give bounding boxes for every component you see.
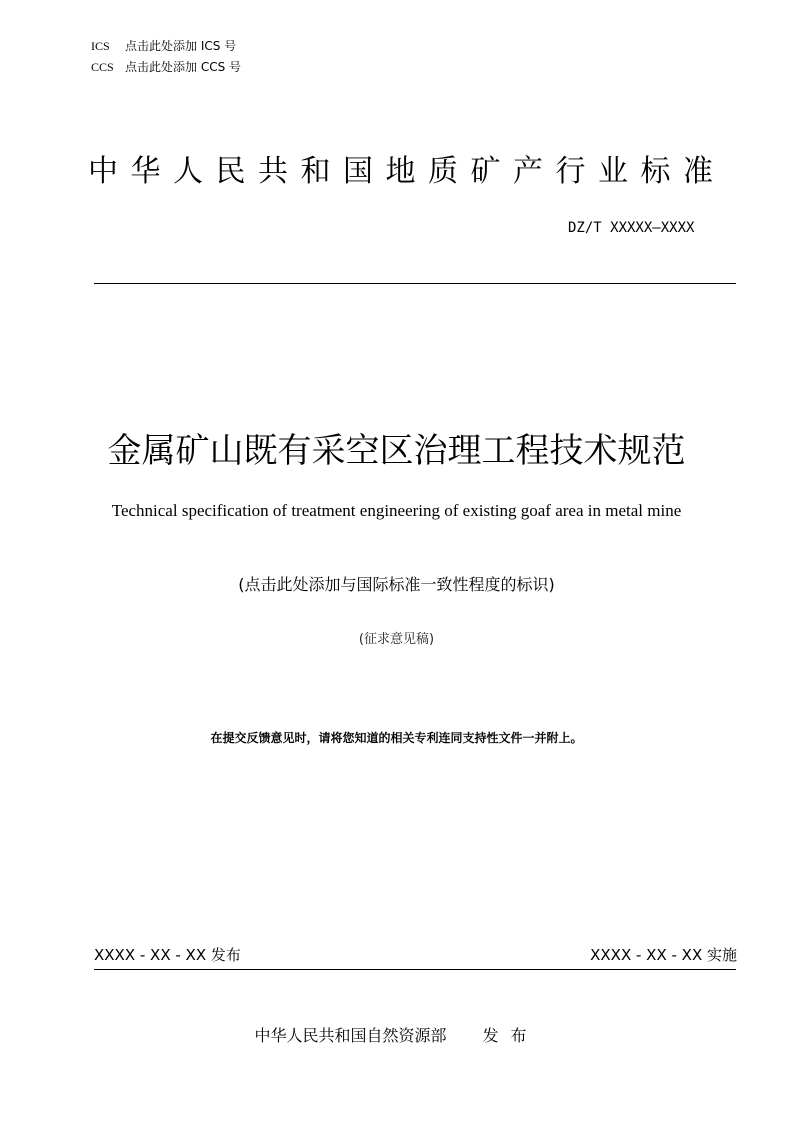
standard-category-title: 中华人民共和国地质矿产行业标准: [88, 154, 726, 189]
patent-notice: 在提交反馈意见时，请将您知道的相关专利连同支持性文件一并附上。: [210, 731, 583, 745]
publisher-line: [0, 1024, 793, 1048]
publisher-org: 中华人民共和国自然资源部: [254, 1026, 447, 1045]
ccs-label: CCS: [91, 60, 114, 74]
draft-status: (征求意见稿): [358, 632, 435, 647]
footer-divider: [94, 969, 736, 970]
standard-number: DZ/T XXXXX—XXXX: [568, 220, 695, 236]
conformity-placeholder[interactable]: (点击此处添加与国际标准一致性程度的标识): [238, 575, 555, 594]
ics-value[interactable]: 点击此处添加 ICS 号: [125, 39, 237, 53]
ics-label: ICS: [91, 39, 110, 53]
ccs-value[interactable]: 点击此处添加 CCS 号: [125, 60, 242, 74]
document-title-zh: 金属矿山既有采空区治理工程技术规范: [107, 431, 686, 471]
ics-line: [91, 39, 236, 53]
header-divider: [94, 283, 736, 284]
publisher-action: 发布: [482, 1026, 539, 1045]
ccs-line: [91, 60, 241, 74]
document-title-en: Technical specification of treatment engineering of existing goaf area in metal mine: [111, 501, 682, 520]
publish-date: XXXX - XX - XX 发布: [94, 946, 241, 964]
implement-date: XXXX - XX - XX 实施: [590, 946, 737, 964]
